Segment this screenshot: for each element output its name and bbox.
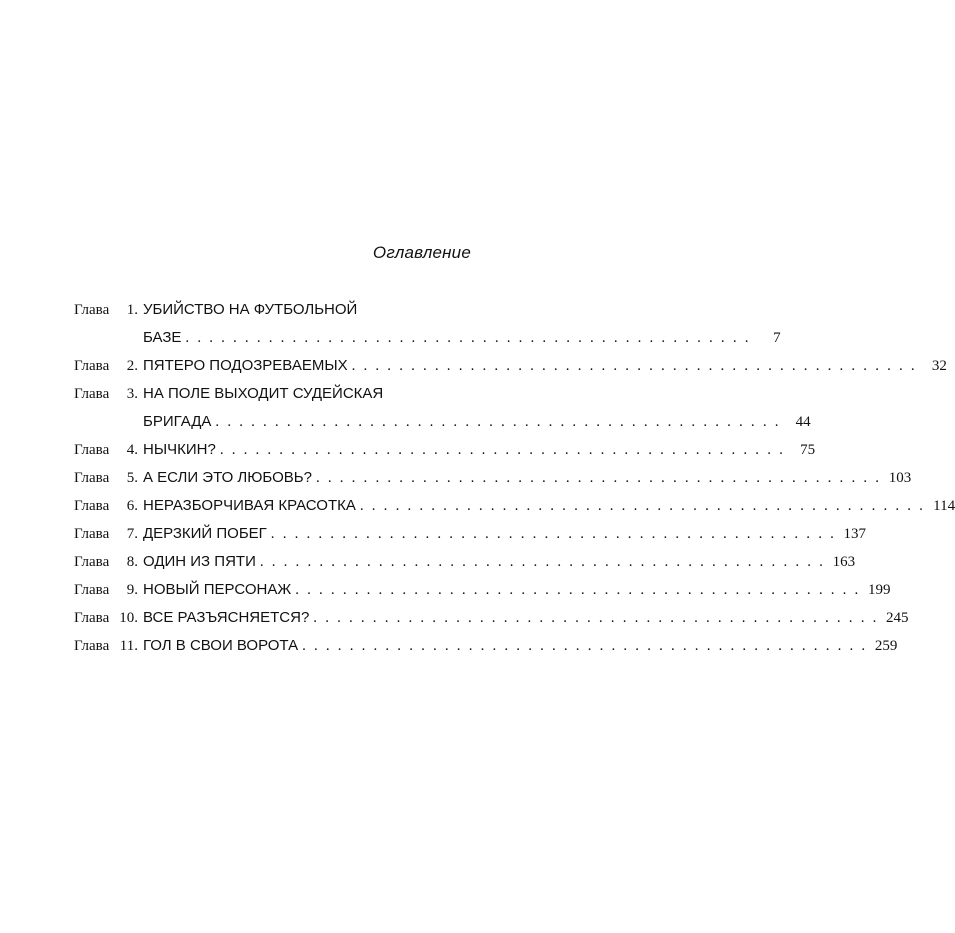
chapter-number: 9. (126, 582, 138, 598)
chapter-title-row (143, 380, 472, 408)
chapter-title-row (143, 604, 909, 632)
dot-leader: . . . . . . . . . . . . . . . . . . . . . . . . . . . . . . . . . . . . . . . . . . . . . . . . (302, 638, 868, 654)
dot-leader: . . . . . . . . . . . . . . . . . . . . . . . . . . . . . . . . . . . . . . . . . . . . . . . . (315, 470, 882, 486)
chapter-title-row (143, 436, 816, 464)
chapter-label: Глава 1. (74, 296, 140, 324)
chapter-title-row (143, 632, 898, 660)
chapter-title: УБИЙСТВО НА ФУТБОЛЬНОЙ (143, 301, 358, 318)
toc-entry[interactable] (74, 464, 912, 492)
page-number: 245 (886, 610, 909, 626)
page-number: 44 (795, 414, 811, 430)
chapter-title: ГОЛ В СВОИ ВОРОТА (143, 637, 299, 654)
chapter-number: 5. (126, 470, 138, 486)
toc-entry[interactable] (74, 520, 867, 548)
chapter-number: 3. (126, 386, 138, 402)
page-title: Оглавление (372, 243, 471, 262)
page-number: 163 (832, 554, 856, 570)
toc-entry[interactable] (74, 492, 955, 520)
toc-entry[interactable] (74, 436, 816, 464)
chapter-number: 11. (119, 638, 138, 654)
chapter-title-row (143, 352, 947, 380)
chapter-label: Глава 9. (74, 576, 140, 604)
page-number: 137 (843, 526, 867, 542)
chapter-label: Глава 8. (74, 548, 140, 576)
page-number: 32 (931, 358, 947, 374)
chapter-title-row (143, 520, 867, 548)
page-number: 7 (773, 330, 781, 346)
dot-leader: . . . . . . . . . . . . . . . . . . . . . . . . . . . . . . . . . . . . . . . . . . . . . . . . (359, 498, 926, 514)
toc-entry-continuation[interactable] (74, 408, 811, 436)
chapter-number: 1. (126, 302, 138, 318)
page-number: 103 (888, 470, 912, 486)
chapter-number: 2. (126, 358, 138, 374)
chapter-title: НОВЫЙ ПЕРСОНАЖ (143, 581, 292, 598)
table-of-contents (74, 296, 955, 660)
page-number: 114 (933, 498, 955, 514)
toc-entry[interactable] (74, 548, 856, 576)
toc-entry[interactable] (74, 632, 898, 660)
toc-entry[interactable] (74, 296, 472, 324)
dot-leader: . . . . . . . . . . . . . . . . . . . . . . . . . . . . . . . . . . . . . . . . . . . . . . . . (295, 582, 861, 598)
chapter-title: А ЕСЛИ ЭТО ЛЮБОВЬ? (143, 469, 312, 486)
chapter-label: Глава 7. (74, 520, 140, 548)
chapter-label: Глава 4. (74, 436, 140, 464)
chapter-title-row (143, 324, 781, 352)
dot-leader: . . . . . . . . . . . . . . . . . . . . . . . . . . . . . . . . . . . . . . . . . . . . . . . . (270, 526, 837, 542)
chapter-title: НА ПОЛЕ ВЫХОДИТ СУДЕЙСКАЯ (143, 385, 384, 402)
chapter-title-row (143, 408, 811, 436)
dot-leader: . . . . . . . . . . . . . . . . . . . . . . . . . . . . . . . . . . . . . . . . . . . . . . . . (313, 610, 879, 626)
toc-entry[interactable] (74, 380, 472, 408)
toc-entry[interactable] (74, 576, 891, 604)
toc-entry[interactable] (74, 604, 909, 632)
chapter-label: Глава 3. (74, 380, 140, 408)
chapter-title-row (143, 464, 912, 492)
chapter-label: Глава 6. (74, 492, 140, 520)
chapter-title: ОДИН ИЗ ПЯТИ (143, 553, 256, 570)
dot-leader: . . . . . . . . . . . . . . . . . . . . . . . . . . . . . . . . . . . . . . . . . . . . . . . . (185, 330, 751, 346)
chapter-title: ПЯТЕРО ПОДОЗРЕВАЕМЫХ (143, 357, 348, 374)
chapter-title: БАЗЕ (143, 329, 182, 346)
dot-leader: . . . . . . . . . . . . . . . . . . . . . . . . . . . . . . . . . . . . . . . . . . . . . . . . (351, 358, 917, 374)
chapter-title: ВСЕ РАЗЪЯСНЯЕТСЯ? (143, 609, 310, 626)
chapter-number: 7. (126, 526, 138, 542)
chapter-title-row (143, 548, 856, 576)
page-number: 75 (800, 442, 816, 458)
chapter-label: Глава 2. (74, 352, 140, 380)
toc-entry-continuation[interactable] (74, 324, 781, 352)
chapter-label: Глава 11. (74, 632, 140, 660)
toc-entry[interactable] (74, 352, 947, 380)
chapter-label: Глава 5. (74, 464, 140, 492)
chapter-title: НЫЧКИН? (143, 441, 216, 458)
chapter-number: 6. (126, 498, 138, 514)
chapter-number: 8. (126, 554, 138, 570)
page-number: 259 (874, 638, 898, 654)
chapter-title: БРИГАДА (143, 413, 212, 430)
chapter-title-row (143, 296, 472, 324)
chapter-label: Глава 10. (74, 604, 140, 632)
dot-leader: . . . . . . . . . . . . . . . . . . . . . . . . . . . . . . . . . . . . . . . . . . . . . . . . (219, 442, 786, 458)
dot-leader: . . . . . . . . . . . . . . . . . . . . . . . . . . . . . . . . . . . . . . . . . . . . . . . . (215, 414, 781, 430)
chapter-title-row (143, 492, 955, 520)
page-number: 199 (867, 582, 891, 598)
chapter-number: 4. (126, 442, 138, 458)
chapter-title: НЕРАЗБОРЧИВАЯ КРАСОТКА (143, 497, 356, 514)
chapter-number: 10. (119, 610, 138, 626)
chapter-title: ДЕРЗКИЙ ПОБЕГ (143, 525, 267, 542)
dot-leader: . . . . . . . . . . . . . . . . . . . . . . . . . . . . . . . . . . . . . . . . . . . . . . . . (259, 554, 826, 570)
chapter-title-row (143, 576, 891, 604)
